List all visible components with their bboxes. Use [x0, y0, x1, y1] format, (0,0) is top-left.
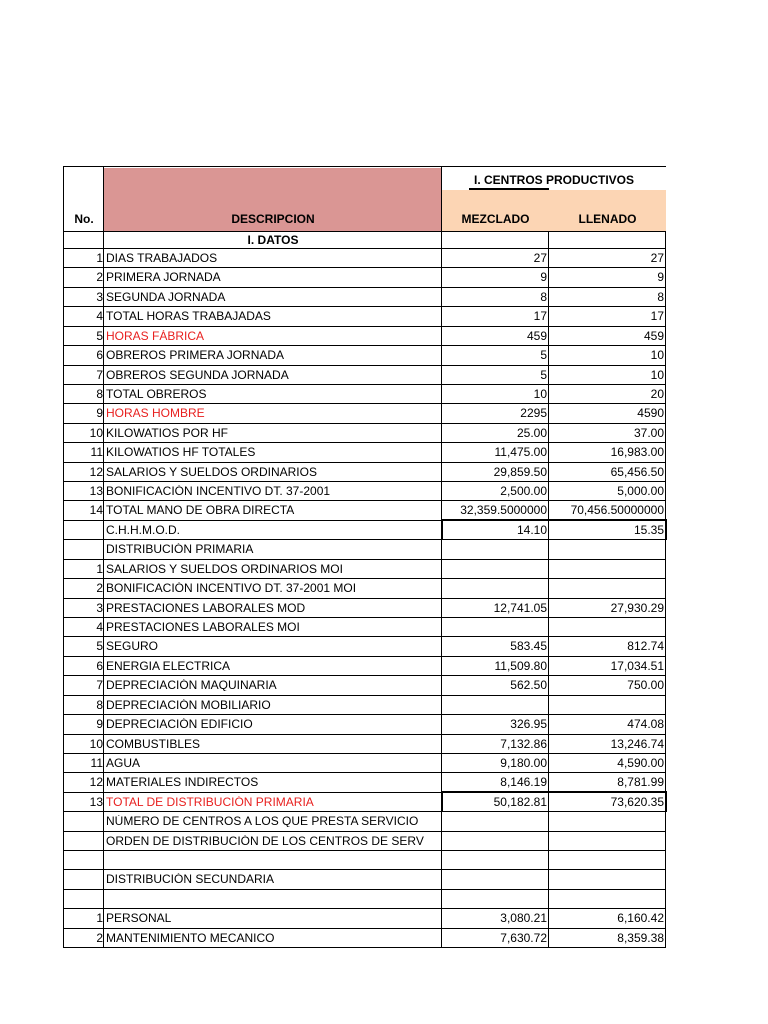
llenado-value: 13,246.74 — [610, 738, 664, 750]
row-description: MANTENIMIENTO MECANICO — [106, 932, 275, 944]
llenado-value: 17 — [650, 310, 664, 322]
row-description: PRESTACIONES LABORALES MOI — [106, 621, 300, 633]
row-number: 2 — [96, 932, 103, 944]
llenado-value: 812.74 — [627, 640, 664, 652]
row-description: MATERIALES INDIRECTOS — [106, 776, 259, 788]
row-description: ENERGIA ELECTRICA — [106, 660, 231, 672]
row-number: 5 — [96, 640, 103, 652]
row-number: 2 — [96, 582, 103, 594]
grid-hline — [63, 598, 666, 599]
grid-hline — [63, 617, 666, 618]
grid-hline — [63, 287, 666, 288]
grid-hline — [63, 326, 666, 327]
grid-vline — [665, 231, 666, 947]
mezclado-value: 5 — [540, 349, 547, 361]
mezclado-column-header: MEZCLADO — [461, 213, 530, 225]
grid-hline — [63, 559, 666, 560]
row-number: 8 — [96, 699, 103, 711]
grid-hline — [63, 423, 666, 424]
mezclado-value: 8 — [540, 291, 547, 303]
row-description: OBREROS PRIMERA JORNADA — [106, 349, 285, 361]
llenado-value: 4590 — [637, 407, 664, 419]
row-number: 4 — [96, 310, 103, 322]
mezclado-value: 2,500.00 — [500, 485, 547, 497]
row-number: 7 — [96, 679, 103, 691]
grid-hline — [63, 734, 666, 735]
mezclado-value: 2295 — [520, 407, 547, 419]
row-description: TOTAL MANO DE OBRA DIRECTA — [106, 504, 295, 516]
llenado-value: 459 — [643, 330, 664, 342]
mezclado-value: 11,475.00 — [494, 446, 547, 458]
grid-hline — [63, 772, 666, 773]
llenado-value: 8,359.38 — [617, 932, 664, 944]
grid-hline — [63, 831, 666, 832]
row-description: DEPRECIACIÓN MOBILIARIO — [106, 699, 271, 711]
row-number: 12 — [89, 466, 103, 478]
llenado-value: 8,781.99 — [617, 776, 664, 788]
llenado-value: 4,590.00 — [617, 757, 664, 769]
grid-hline — [63, 403, 666, 404]
grid-hline — [63, 365, 666, 366]
llenado-value: 20 — [650, 388, 664, 400]
row-description: PERSONAL — [106, 912, 172, 924]
row-description: DEPRECIACIÓN MAQUINARIA — [106, 679, 277, 691]
row-number: 10 — [89, 738, 103, 750]
llenado-value: 9 — [657, 271, 664, 283]
llenado-value: 70,456.50000000 — [570, 504, 664, 516]
llenado-value: 15.35 — [633, 524, 664, 536]
grid-hline — [63, 500, 666, 501]
row-description: BONIFICACIÓN INCENTIVO DT. 37-2001 — [106, 485, 331, 497]
row-number: 6 — [96, 660, 103, 672]
row-number: 14 — [89, 504, 103, 516]
mezclado-value: 17 — [533, 310, 547, 322]
row-description: SEGUNDA JORNADA — [106, 291, 226, 303]
llenado-value: 17,034.51 — [610, 660, 664, 672]
row-description: C.H.H.M.O.D. — [106, 524, 180, 536]
llenado-value: 750.00 — [627, 679, 664, 691]
row-number: 3 — [96, 602, 103, 614]
grid-hline — [63, 928, 666, 929]
row-description: BONIFICACIÓN INCENTIVO DT. 37-2001 MOI — [106, 582, 357, 594]
grid-vline — [548, 231, 549, 947]
grid-hline — [63, 248, 666, 249]
row-description: DISTRIBUCIÓN SECUNDARIA — [106, 873, 275, 885]
row-number: 13 — [89, 485, 103, 497]
row-description: HORAS FÁBRICA — [106, 330, 205, 342]
grid-hline — [63, 656, 666, 657]
row-description: AGUA — [106, 757, 141, 769]
row-number: 3 — [96, 291, 103, 303]
llenado-value: 65,456.50 — [610, 466, 664, 478]
llenado-value: 6,160.42 — [617, 912, 664, 924]
llenado-value: 10 — [650, 369, 664, 381]
grid-vline — [103, 166, 104, 947]
row-number: 2 — [96, 271, 103, 283]
mezclado-value: 12,741.05 — [493, 602, 547, 614]
llenado-value: 73,620.35 — [610, 796, 664, 808]
grid-hline — [63, 753, 666, 754]
mezclado-value: 25.00 — [516, 427, 547, 439]
row-description: COMBUSTIBLES — [106, 738, 201, 750]
grid-vline — [441, 166, 442, 947]
mezclado-value: 7,132.86 — [500, 738, 547, 750]
mezclado-value: 326.95 — [510, 718, 547, 730]
grid-hline — [63, 166, 666, 167]
grid-hline — [63, 636, 666, 637]
row-description: HORAS HOMBRE — [106, 407, 205, 419]
row-number: 11 — [90, 757, 103, 769]
mezclado-value: 583.45 — [510, 640, 547, 652]
mezclado-value: 32,359.5000000 — [460, 504, 547, 516]
row-description: NÚMERO DE CENTROS A LOS QUE PRESTA SERVICIO — [106, 815, 419, 827]
grid-hline — [63, 442, 666, 443]
grid-hline — [63, 384, 666, 385]
row-number: 13 — [89, 796, 103, 808]
grid-vline — [63, 166, 64, 947]
mezclado-value: 27 — [533, 252, 547, 264]
mezclado-value: 9 — [540, 271, 547, 283]
row-description: DEPRECIACIÓN EDIFICIO — [106, 718, 253, 730]
row-description: OBREROS SEGUNDA JORNADA — [106, 369, 289, 381]
row-number: 6 — [96, 349, 103, 361]
grid-hline — [63, 267, 666, 268]
row-description: TOTAL OBREROS — [106, 388, 207, 400]
llenado-value: 27 — [650, 252, 664, 264]
mezclado-value: 29,859.50 — [493, 466, 547, 478]
mezclado-value: 10 — [533, 388, 547, 400]
llenado-value: 37.00 — [633, 427, 664, 439]
row-description: ORDEN DE DISTRIBUCIÓN DE LOS CENTROS DE SERV — [106, 835, 424, 847]
grid-hline — [63, 345, 666, 346]
llenado-value: 10 — [650, 349, 664, 361]
llenado-value: 27,930.29 — [610, 602, 664, 614]
row-description: DISTRIBUCIÓN PRIMARIA — [106, 543, 254, 555]
row-number: 4 — [96, 621, 103, 633]
llenado-value: 5,000.00 — [617, 485, 664, 497]
grid-hline — [63, 231, 666, 232]
row-number: 12 — [89, 776, 103, 788]
llenado-value: 8 — [657, 291, 664, 303]
mezclado-value: 11,509.80 — [494, 660, 547, 672]
row-number: 1 — [96, 912, 103, 924]
boxed-value-cell — [442, 519, 667, 540]
descripcion-column-header: DESCRIPCION — [231, 213, 315, 225]
mezclado-value: 14.10 — [516, 524, 547, 536]
row-number: 11 — [90, 446, 103, 458]
row-number: 1 — [96, 252, 103, 264]
llenado-value: 16,983.00 — [610, 446, 664, 458]
grid-hline — [63, 462, 666, 463]
grid-hline — [63, 675, 666, 676]
row-description: PRIMERA JORNADA — [106, 271, 221, 283]
row-description: SALARIOS Y SUELDOS ORDINARIOS — [106, 466, 317, 478]
row-description: SALARIOS Y SUELDOS ORDINARIOS MOI — [106, 563, 343, 575]
grid-hline — [63, 889, 666, 890]
grid-hline — [63, 481, 666, 482]
row-description: TOTAL HORAS TRABAJADAS — [106, 310, 271, 322]
row-description: KILOWATIOS HF TOTALES — [106, 446, 256, 458]
grid-hline — [469, 188, 549, 190]
grid-hline — [63, 578, 666, 579]
mezclado-value: 8,146.19 — [500, 776, 547, 788]
row-number: 10 — [89, 427, 103, 439]
row-description: DIAS TRABAJADOS — [106, 252, 218, 264]
mezclado-value: 562.50 — [510, 679, 547, 691]
mezclado-value: 50,182.81 — [493, 796, 547, 808]
row-number: 8 — [96, 388, 103, 400]
centros-productivos-header: I. CENTROS PRODUCTIVOS — [473, 174, 634, 186]
row-number: 9 — [96, 718, 103, 730]
row-number: 9 — [96, 407, 103, 419]
grid-hline — [63, 695, 666, 696]
section-title-datos: I. DATOS — [247, 234, 299, 246]
mezclado-value: 7,630.72 — [500, 932, 547, 944]
row-description: KILOWATIOS POR HF — [106, 427, 229, 439]
grid-hline — [63, 714, 666, 715]
row-description: TOTAL DE DISTRIBUCIÓN PRIMARIA — [106, 796, 314, 808]
grid-hline — [63, 306, 666, 307]
mezclado-value: 3,080.21 — [500, 912, 547, 924]
row-description: PRESTACIONES LABORALES MOD — [106, 602, 306, 614]
grid-hline — [63, 869, 666, 870]
row-description: SEGURO — [106, 640, 159, 652]
llenado-column-header: LLENADO — [578, 213, 637, 225]
grid-hline — [63, 850, 666, 851]
grid-hline — [63, 908, 666, 909]
mezclado-value: 9,180.00 — [500, 757, 547, 769]
boxed-value-cell — [442, 791, 667, 812]
mezclado-value: 5 — [540, 369, 547, 381]
llenado-value: 474.08 — [627, 718, 664, 730]
no-column-header: No. — [74, 213, 94, 225]
row-number: 1 — [96, 563, 103, 575]
row-number: 5 — [96, 330, 103, 342]
grid-hline — [63, 947, 666, 948]
mezclado-value: 459 — [526, 330, 547, 342]
row-number: 7 — [96, 369, 103, 381]
